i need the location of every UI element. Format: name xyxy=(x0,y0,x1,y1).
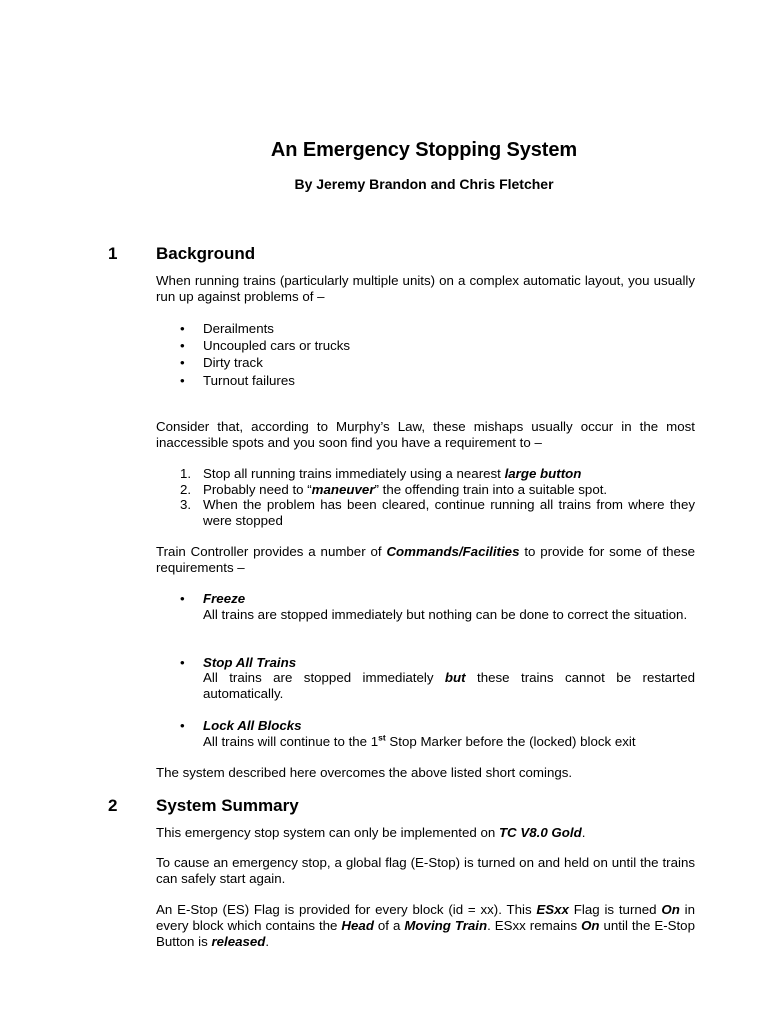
list-number: 1. xyxy=(180,466,192,481)
facility-desc-stop-all-trains: All trains are stopped immediately but these trains cannot be restarted automatically. xyxy=(203,670,695,701)
facility-name-lock-all-blocks: Lock All Blocks xyxy=(203,718,302,733)
section-1-heading: Background xyxy=(156,244,256,263)
facility-desc-freeze: All trains are stopped immediately but nothing can be done to correct the situation. xyxy=(203,607,688,622)
overcome-paragraph: The system described here overcomes the above listed short comings. xyxy=(156,765,573,780)
facility-name-stop-all-trains: Stop All Trains xyxy=(203,655,297,670)
train-controller-paragraph: Train Controller provides a number of Commands/Facilities to provide for some of these requirements – xyxy=(156,544,695,575)
bullet-icon: • xyxy=(180,373,185,388)
document-title: An Emergency Stopping System xyxy=(270,139,578,161)
list-number: 3. xyxy=(180,497,192,512)
summary-paragraph-3: An E-Stop (ES) Flag is provided for every block (id = xx). This ESxx Flag is turned On in every block which contains the Head of a Moving Train. ESxx remains On until the E-Stop Button is released. xyxy=(156,902,696,949)
facility-desc-lock-all-blocks: All trains will continue to the 1st Stop Marker before the (locked) block exit xyxy=(203,732,636,749)
section-2-heading: System Summary xyxy=(156,796,299,815)
list-number: 2. xyxy=(180,482,192,497)
bullet-icon: • xyxy=(180,655,185,670)
document-byline: By Jeremy Brandon and Chris Fletcher xyxy=(294,176,554,192)
list-item: Probably need to “maneuver” the offending train into a suitable spot. xyxy=(203,482,608,497)
facility-name-freeze: Freeze xyxy=(203,591,246,606)
list-item: Turnout failures xyxy=(203,373,295,388)
bullet-icon: • xyxy=(180,321,185,336)
bullet-icon: • xyxy=(180,591,185,606)
list-item: When the problem has been cleared, continue running all trains from where they were stopped xyxy=(203,497,695,528)
background-intro-paragraph: When running trains (particularly multiple units) on a complex automatic layout, you usually run up against problems of – xyxy=(156,273,695,304)
list-item: Stop all running trains immediately using a nearest large button xyxy=(203,466,582,481)
section-1-number: 1 xyxy=(108,244,118,263)
section-2-number: 2 xyxy=(108,796,118,815)
list-item: Uncoupled cars or trucks xyxy=(203,338,351,353)
bullet-icon: • xyxy=(180,718,185,733)
summary-paragraph-1: This emergency stop system can only be implemented on TC V8.0 Gold. xyxy=(156,825,586,840)
list-item: Dirty track xyxy=(203,355,263,370)
murphys-law-paragraph: Consider that, according to Murphy’s Law, these mishaps usually occur in the most inaccessible spots and you soon find you have a requirement to – xyxy=(156,419,695,450)
bullet-icon: • xyxy=(180,355,185,370)
bullet-icon: • xyxy=(180,338,185,353)
summary-paragraph-2: To cause an emergency stop, a global flag (E-Stop) is turned on and held on until the trains can safely start again. xyxy=(156,855,695,886)
list-item: Derailments xyxy=(203,321,274,336)
